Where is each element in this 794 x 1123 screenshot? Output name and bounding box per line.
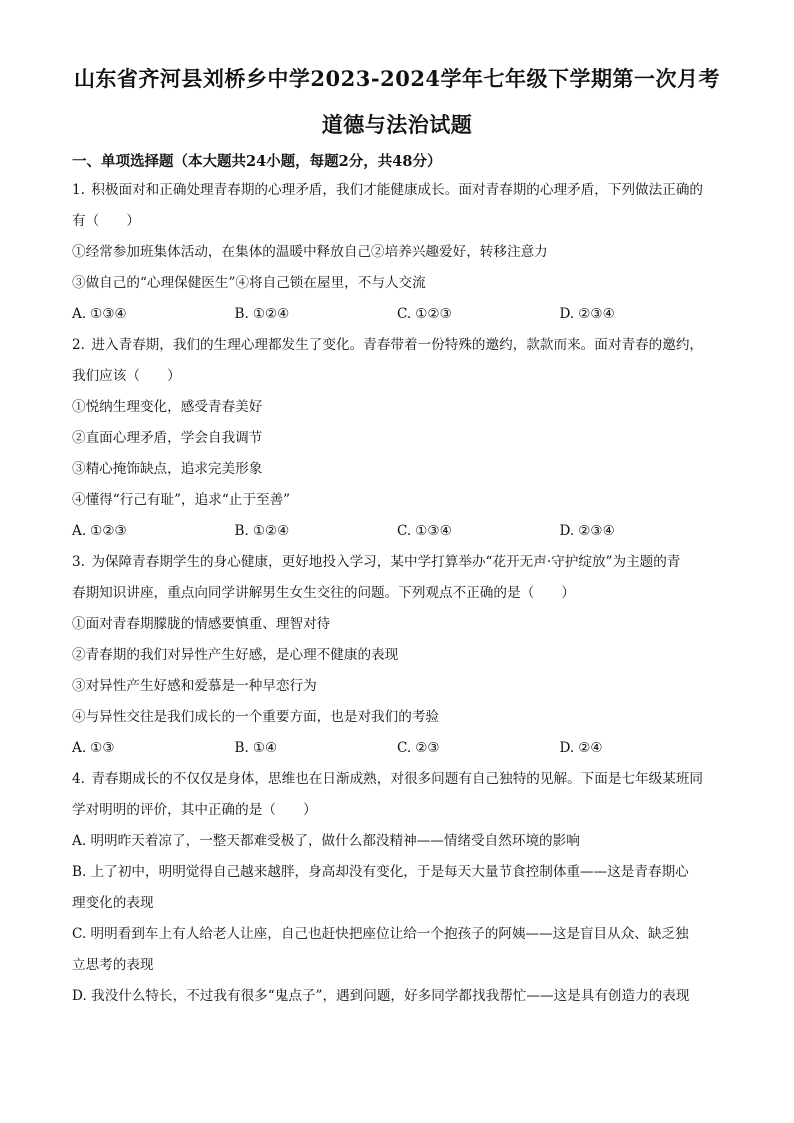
- option-b[interactable]: B. ①②④: [234, 306, 290, 322]
- question-item: ④懂得“行己有耻”，追求“止于至善”: [72, 492, 291, 508]
- question-stem-line: 有（ ）: [72, 213, 140, 229]
- option-a[interactable]: A. ①③: [72, 740, 115, 756]
- option-b-continued: 理变化的表现: [72, 895, 154, 911]
- option-a[interactable]: A. ①③④: [72, 306, 127, 322]
- option-b[interactable]: B. ①④: [234, 740, 278, 756]
- option-b[interactable]: B. 上了初中，明明觉得自己越来越胖，身高却没有变化，于是每天大量节食控制体重——这是青春期心: [72, 864, 689, 880]
- option-c[interactable]: C. 明明看到车上有人给老人让座，自己也赶快把座位让给一个抱孩子的阿姨——这是盲目从众、缺乏独: [72, 926, 689, 942]
- question-item: ④与异性交往是我们成长的一个重要方面，也是对我们的考验: [72, 709, 440, 725]
- question-item: ②青春期的我们对异性产生好感，是心理不健康的表现: [72, 647, 399, 663]
- option-a[interactable]: A. ①②③: [72, 523, 127, 539]
- question-number: 2.: [72, 337, 85, 353]
- question-stem-line: 4. 青春期成长的不仅仅是身体，思维也在日渐成熟，对很多问题有自己独特的见解。下面是七年级某班同: [72, 771, 704, 787]
- question-3: [72, 547, 722, 764]
- question-item: ③精心掩饰缺点，追求完美形象: [72, 461, 263, 477]
- exam-title: 山东省齐河县刘桥乡中学2023-2024学年七年级下学期第一次月考: [73, 66, 721, 91]
- option-d[interactable]: D. ②④: [559, 740, 603, 756]
- option-d[interactable]: D. ②③④: [559, 523, 615, 539]
- option-c[interactable]: C. ①②③: [397, 306, 452, 322]
- section-heading: 一、单项选择题（本大题共24小题，每题2分，共48分）: [72, 153, 442, 170]
- question-number: 1.: [72, 182, 85, 198]
- option-b[interactable]: B. ①②④: [234, 523, 290, 539]
- question-2: [72, 330, 722, 547]
- question-item: ③做自己的“心理保健医生”④将自己锁在屋里，不与人交流: [72, 275, 426, 291]
- exam-subtitle: 道德与法治试题: [321, 112, 473, 137]
- answer-options: [72, 516, 722, 547]
- question-item: ②直面心理矛盾，学会自我调节: [72, 430, 263, 446]
- question-stem-line: 3. 为保障青春期学生的身心健康，更好地投入学习，某中学打算举办“花开无声·守护绽放”为主题的青: [72, 554, 681, 570]
- question-stem-line: 春期知识讲座，重点向同学讲解男生女生交往的问题。下列观点不正确的是（ ）: [72, 585, 575, 601]
- question-item: ①面对青春期朦胧的情感要慎重、理智对待: [72, 616, 331, 632]
- option-c-continued: 立思考的表现: [72, 957, 154, 973]
- question-stem-line: 学对明明的评价，其中正确的是（ ）: [72, 802, 317, 818]
- question-item: ①经常参加班集体活动，在集体的温暖中释放自己②培养兴趣爱好，转移注意力: [72, 244, 548, 260]
- question-stem-line: 我们应该（ ）: [72, 368, 181, 384]
- question-stem-line: 1. 积极面对和正确处理青春期的心理矛盾，我们才能健康成长。面对青春期的心理矛盾，下列做法正确的: [72, 182, 704, 198]
- question-stem-line: 2. 进入青春期，我们的生理心理都发生了变化。青春带着一份特殊的邀约，款款而来。面对青春的邀约，: [72, 337, 704, 353]
- option-c[interactable]: C. ②③: [397, 740, 440, 756]
- question-number: 3.: [72, 554, 85, 570]
- answer-options: [72, 299, 722, 330]
- option-a[interactable]: A. 明明昨天着凉了，一整天都难受极了，做什么都没精神——情绪受自然环境的影响: [72, 833, 580, 849]
- option-c[interactable]: C. ①③④: [397, 523, 452, 539]
- question-number: 4.: [72, 771, 85, 787]
- answer-options: [72, 733, 722, 764]
- option-d[interactable]: D. 我没什么特长，不过我有很多“鬼点子”，遇到问题，好多同学都找我帮忙——这是具有创造力的表现: [72, 988, 690, 1004]
- question-item: ③对异性产生好感和爱慕是一种早恋行为: [72, 678, 317, 694]
- option-d[interactable]: D. ②③④: [559, 306, 615, 322]
- question-item: ①悦纳生理变化，感受青春美好: [72, 399, 263, 415]
- question-1: [72, 175, 722, 330]
- question-4: [72, 764, 722, 1012]
